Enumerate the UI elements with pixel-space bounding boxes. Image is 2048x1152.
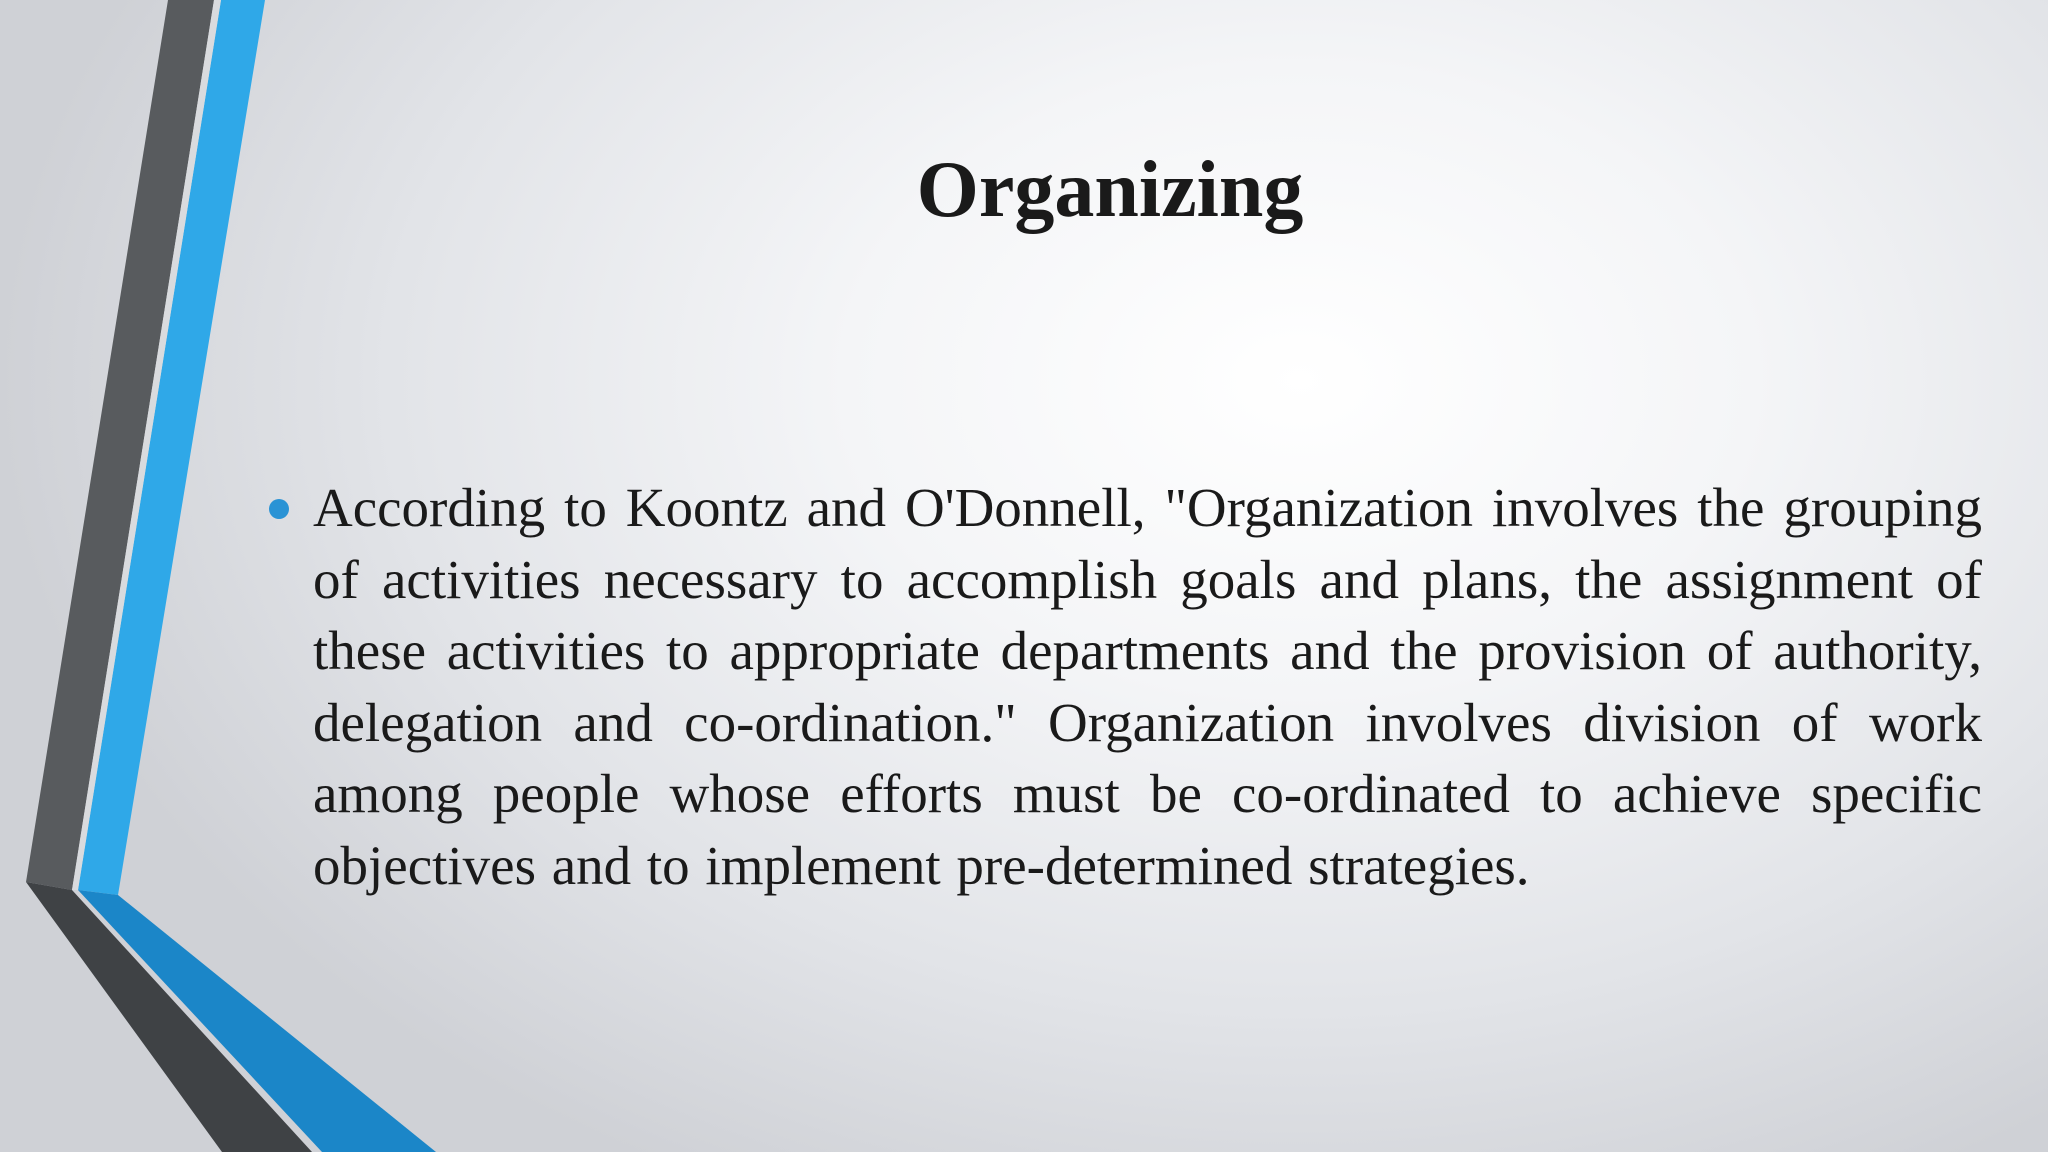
slide-title: Organizing bbox=[916, 146, 1304, 234]
bullet-list bbox=[262, 472, 1982, 901]
bullet-text: According to Koontz and O'Donnell, "Organization involves the grouping of activities necessary to accomplish goals and plans, the assignment of these activities to appropriate departments and the provision of authority, delegation and co-ordination." Organization involves division of work among people whose efforts must be co-ordinated to achieve specific objectives and to implement pre-determined strategies. bbox=[313, 477, 1982, 896]
bullet-item bbox=[262, 472, 1982, 901]
light-separator bbox=[72, 0, 221, 890]
bullet-dot-icon bbox=[269, 499, 289, 519]
gray-stripe-lower bbox=[26, 882, 312, 1152]
